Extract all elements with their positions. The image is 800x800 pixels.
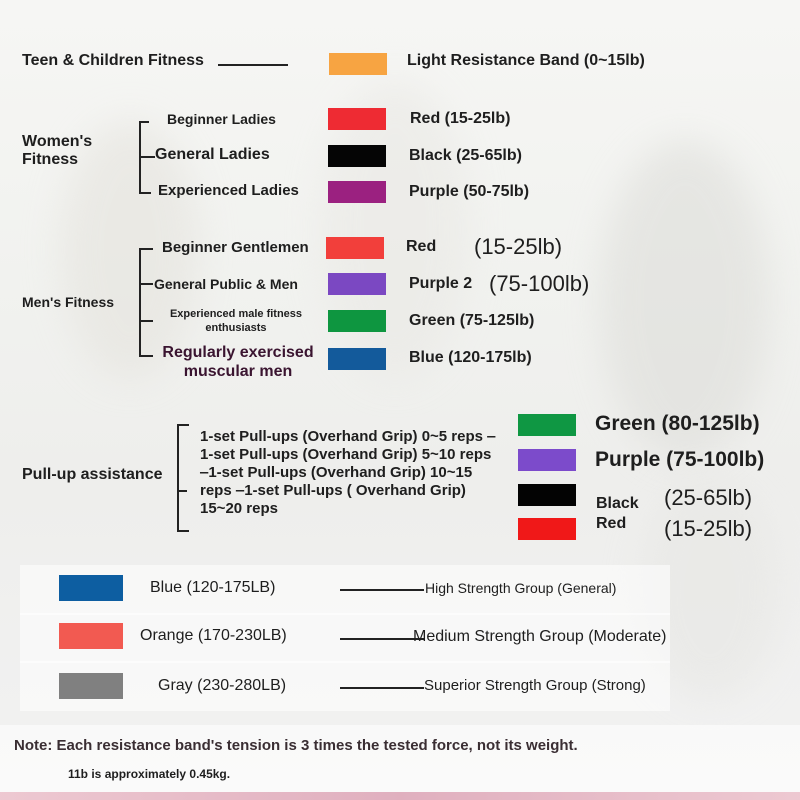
women-band-black: Black (25-65lb) [409, 147, 522, 164]
men-green-swatch [328, 310, 386, 332]
pullup-band-red: Red [596, 515, 627, 532]
men-bracket-tick-2 [139, 283, 153, 285]
strength-blue-swatch [59, 575, 123, 601]
men-level-general: General Public & Men [154, 276, 298, 292]
pullup-band-purple: Purple (75-100lb) [595, 448, 765, 471]
teen-connector-line [218, 64, 288, 66]
women-level-general: General Ladies [155, 146, 270, 163]
pullup-purple-swatch [518, 449, 576, 471]
women-red-swatch [328, 108, 386, 130]
note-main: Note: Each resistance band's tension is 3 times the tested force, not its weight. [14, 737, 578, 754]
strength-line-high [340, 589, 424, 591]
men-band-green: Green (75-125lb) [409, 312, 535, 329]
strength-band-blue: Blue (120-175LB) [150, 579, 276, 596]
strength-group-high: High Strength Group (General) [425, 580, 617, 596]
pullup-red-swatch [518, 518, 576, 540]
teen-fitness-label: Teen & Children Fitness [22, 52, 204, 69]
strength-group-superior: Superior Strength Group (Strong) [424, 677, 646, 694]
pullup-black-swatch [518, 484, 576, 506]
note-sub: 11b is approximately 0.45kg. [68, 767, 231, 781]
pullup-band-red-range: (15-25lb) [664, 516, 753, 541]
men-band-purple2-range: (75-100lb) [489, 271, 590, 296]
men-band-red: Red [406, 238, 437, 255]
women-bracket-tick-1 [139, 121, 149, 123]
women-black-swatch [328, 145, 386, 167]
pullup-description: 1-set Pull-ups (Overhand Grip) 0~5 reps ‒1-set Pull-ups (Overhand Grip) 5~10 reps ‒1-set Pull-ups (Overhand Grip) 10~15 reps ‒1-set Pull-ups ( Overhand Grip) 15~20 reps [200, 428, 496, 517]
men-bracket-tick-1 [139, 248, 153, 250]
men-blue-swatch [328, 348, 386, 370]
teen-orange-swatch [329, 53, 387, 75]
men-band-purple2: Purple 2 [409, 275, 473, 292]
men-purple2-swatch [328, 273, 386, 295]
strength-band-gray: Gray (230-280LB) [158, 677, 287, 694]
women-level-beginner: Beginner Ladies [167, 111, 276, 127]
men-level-experienced: Experienced male fitness enthusiasts [169, 308, 303, 334]
men-bracket-tick-3 [139, 320, 153, 322]
strength-gray-swatch [59, 673, 123, 699]
strength-band-orange: Orange (170-230LB) [140, 627, 287, 644]
men-level-regular: Regularly exercised muscular men [162, 344, 314, 381]
men-band-blue: Blue (120-175lb) [409, 349, 532, 366]
strength-line-superior [340, 687, 424, 689]
strength-group-medium: Medium Strength Group (Moderate) [413, 628, 667, 645]
men-bracket-tick-4 [139, 355, 153, 357]
pullup-band-black-range: (25-65lb) [664, 485, 753, 510]
pullup-bracket-tick-bottom [177, 530, 189, 532]
pullup-band-green: Green (80-125lb) [595, 412, 760, 435]
pullup-green-swatch [518, 414, 576, 436]
pullup-bracket-tick-mid [177, 490, 187, 492]
men-bracket [139, 248, 141, 356]
women-level-experienced: Experienced Ladies [158, 182, 299, 199]
strength-line-medium [340, 638, 424, 640]
bottom-decor-strip [0, 792, 800, 800]
pullup-label: Pull-up assistance [22, 466, 163, 483]
women-purple-swatch [328, 181, 386, 203]
teen-band-label: Light Resistance Band (0~15lb) [407, 52, 645, 69]
pullup-band-black: Black [596, 495, 639, 512]
strength-orange-swatch [59, 623, 123, 649]
pullup-bracket [177, 424, 179, 532]
women-bracket-tick-3 [139, 192, 151, 194]
men-red-swatch [326, 237, 384, 259]
women-band-red: Red (15-25lb) [410, 110, 511, 127]
pullup-bracket-tick-top [177, 424, 189, 426]
men-level-beginner: Beginner Gentlemen [162, 239, 309, 256]
women-band-purple: Purple (50-75lb) [409, 183, 530, 200]
men-band-red-range: (15-25lb) [474, 234, 563, 259]
women-fitness-label: Women's Fitness [22, 133, 93, 169]
men-fitness-label: Men's Fitness [22, 294, 115, 310]
women-bracket-tick-2 [139, 156, 155, 158]
